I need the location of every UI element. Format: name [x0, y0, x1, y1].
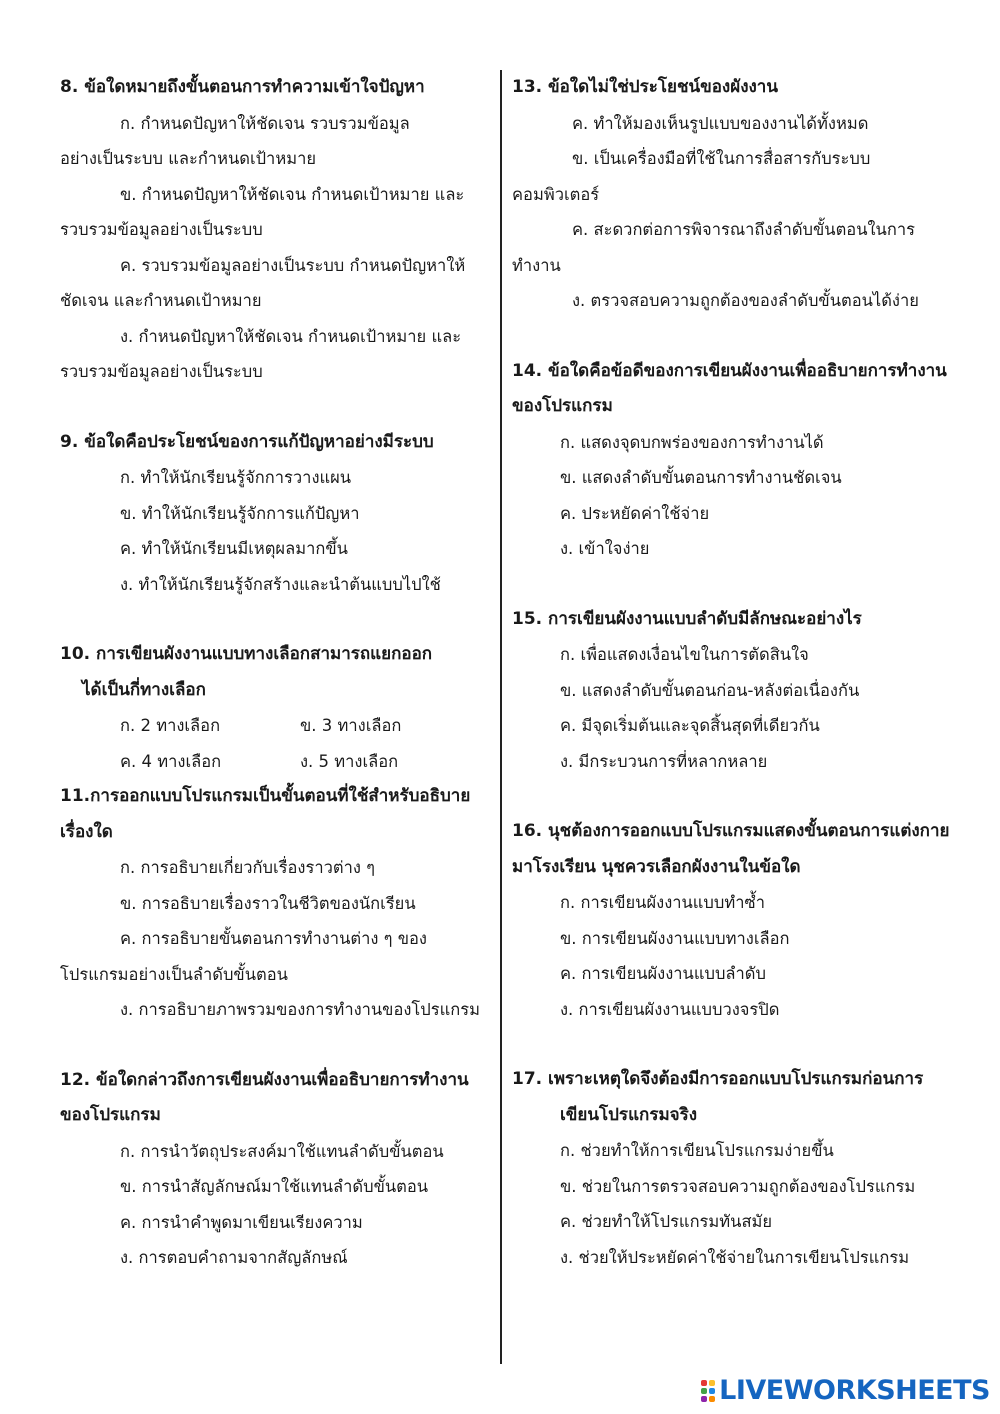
question-10-title-line1: 10. การเขียนผังงานแบบทางเลือกสามารถแยกออก [60, 644, 433, 664]
q13-option-a[interactable]: ค. ทำให้มองเห็นรูปแบบของงานได้ทั้งหมด [572, 113, 869, 133]
q8-option-d[interactable]: ง. กำหนดปัญหาให้ชัดเจน กำหนดเป้าหมาย และ [120, 326, 462, 346]
q15-option-b[interactable]: ข. แสดงลำดับขั้นตอนก่อน-หลังต่อเนื่องกัน [560, 680, 860, 700]
q11-option-c[interactable]: ค. การอธิบายขั้นตอนการทำงานต่าง ๆ ของ [120, 929, 427, 948]
q12-option-a[interactable]: ก. การนำวัตถุประสงค์มาใช้แทนลำดับขั้นตอน [120, 1141, 444, 1161]
question-10-title-line2: ได้เป็นกี่ทางเลือก [82, 679, 206, 700]
question-15-title: 15. การเขียนผังงานแบบลำดับมีลักษณะอย่างไร [512, 608, 862, 629]
liveworksheets-logo-icon [701, 1380, 715, 1402]
question-11-title-cont: เรื่องใด [60, 821, 113, 842]
q11-option-c-cont: โปรแกรมอย่างเป็นลำดับขั้นตอน [60, 964, 288, 984]
question-12-title-cont: ของโปรแกรม [60, 1105, 161, 1125]
question-17-title-line1: 17. เพราะเหตุใดจึงต้องมีการออกแบบโปรแกรมก่อนการ [512, 1069, 924, 1089]
q17-option-c[interactable]: ค. ช่วยทำให้โปรแกรมทันสมัย [560, 1212, 773, 1231]
q10-option-b[interactable]: ข. 3 ทางเลือก [300, 716, 402, 735]
liveworksheets-brand-text: LIVEWORKSHEETS [719, 1375, 990, 1406]
question-17-title-line2: เขียนโปรแกรมจริง [560, 1104, 698, 1125]
q16-option-b[interactable]: ข. การเขียนผังงานแบบทางเลือก [560, 928, 790, 948]
question-14-title-cont: ของโปรแกรม [512, 396, 613, 416]
q14-option-d[interactable]: ง. เข้าใจง่าย [560, 539, 650, 558]
question-11-title: 11.การออกแบบโปรแกรมเป็นขั้นตอนที่ใช้สำหรับอธิบาย [60, 786, 471, 806]
q16-option-d[interactable]: ง. การเขียนผังงานแบบวงจรปิด [560, 999, 780, 1019]
q8-option-a-cont: อย่างเป็นระบบ และกำหนดเป้าหมาย [60, 149, 317, 168]
q12-option-b[interactable]: ข. การนำสัญลักษณ์มาใช้แทนลำดับขั้นตอน [120, 1177, 429, 1196]
question-10-title [60, 637, 480, 708]
q12-option-c[interactable]: ค. การนำคำพูดมาเขียนเรียงความ [120, 1212, 363, 1232]
q10-options-row-2 [60, 744, 480, 780]
q8-option-c[interactable]: ค. รวบรวมข้อมูลอย่างเป็นระบบ กำหนดปัญหาให้ [120, 255, 466, 275]
q11-option-a[interactable]: ก. การอธิบายเกี่ยวกับเรื่องราวต่าง ๆ [120, 858, 376, 877]
q8-option-b[interactable]: ข. กำหนดปัญหาให้ชัดเจน กำหนดเป้าหมาย และ [120, 184, 465, 204]
q11-option-b[interactable]: ข. การอธิบายเรื่องราวในชีวิตของนักเรียน [120, 893, 416, 913]
q15-option-c[interactable]: ค. มีจุดเริ่มต้นและจุดสิ้นสุดที่เดียวกัน [560, 716, 820, 735]
q9-option-b[interactable]: ข. ทำให้นักเรียนรู้จักการแก้ปัญหา [120, 503, 360, 523]
q10-options-row-1 [60, 708, 480, 744]
q14-option-b[interactable]: ข. แสดงลำดับขั้นตอนการทำงานชัดเจน [560, 468, 842, 487]
q10-option-a[interactable]: ก. 2 ทางเลือก [120, 716, 221, 735]
question-17-title [512, 1062, 957, 1133]
liveworksheets-logo[interactable] [701, 1375, 990, 1406]
q15-option-d[interactable]: ง. มีกระบวนการที่หลากหลาย [560, 751, 768, 771]
q17-option-d[interactable]: ง. ช่วยให้ประหยัดค่าใช้จ่ายในการเขียนโปรแกรม [560, 1247, 910, 1267]
q8-option-a[interactable]: ก. กำหนดปัญหาให้ชัดเจน รวบรวมข้อมูล [120, 113, 410, 133]
q11-option-d[interactable]: ง. การอธิบายภาพรวมของการทำงานของโปรแกรม [120, 1000, 480, 1019]
q13-option-c[interactable]: ค. สะดวกต่อการพิจารณาถึงลำดับขั้นตอนในการ [572, 220, 915, 239]
q8-option-d-cont: รวบรวมข้อมูลอย่างเป็นระบบ [60, 362, 263, 381]
q12-option-d[interactable]: ง. การตอบคำถามจากสัญลักษณ์ [120, 1248, 348, 1267]
question-8-title: 8. ข้อใดหมายถึงขั้นตอนการทำความเข้าใจปัญหา [60, 77, 425, 97]
q10-option-d[interactable]: ง. 5 ทางเลือก [300, 751, 399, 771]
q15-option-a[interactable]: ก. เพื่อแสดงเงื่อนไขในการตัดสินใจ [560, 645, 809, 664]
q9-option-a[interactable]: ก. ทำให้นักเรียนรู้จักการวางแผน [120, 468, 352, 487]
right-column [512, 70, 957, 1275]
question-9-title: 9. ข้อใดคือประโยชน์ของการแก้ปัญหาอย่างมีระบบ [60, 431, 434, 452]
column-divider [500, 70, 502, 1364]
q9-option-c[interactable]: ค. ทำให้นักเรียนมีเหตุผลมากขึ้น [120, 539, 348, 558]
q8-option-c-cont: ชัดเจน และกำหนดเป้าหมาย [60, 291, 262, 310]
q8-option-b-cont: รวบรวมข้อมูลอย่างเป็นระบบ [60, 220, 263, 239]
q13-option-b-cont: คอมพิวเตอร์ [512, 184, 600, 204]
q13-option-b[interactable]: ข. เป็นเครื่องมือที่ใช้ในการสื่อสารกับระบบ [572, 149, 871, 168]
q14-option-a[interactable]: ก. แสดงจุดบกพร่องของการทำงานได้ [560, 432, 824, 452]
q16-option-a[interactable]: ก. การเขียนผังงานแบบทำซ้ำ [560, 893, 765, 912]
q14-option-c[interactable]: ค. ประหยัดค่าใช้จ่าย [560, 503, 710, 523]
left-column [60, 70, 480, 1276]
question-16-title: 16. นุชต้องการออกแบบโปรแกรมแสดงขั้นตอนการแต่งกาย [512, 821, 950, 841]
q17-option-b[interactable]: ข. ช่วยในการตรวจสอบความถูกต้องของโปรแกรม [560, 1176, 916, 1196]
question-12-title: 12. ข้อใดกล่าวถึงการเขียนผังงานเพื่ออธิบายการทำงาน [60, 1069, 469, 1090]
q10-option-c[interactable]: ค. 4 ทางเลือก [120, 751, 222, 771]
q13-option-c-cont: ทำงาน [512, 255, 561, 275]
q9-option-d[interactable]: ง. ทำให้นักเรียนรู้จักสร้างและนำต้นแบบไปใช้ [120, 574, 441, 594]
question-16-title-cont: มาโรงเรียน นุชควรเลือกผังงานในข้อใด [512, 856, 801, 877]
q13-option-d[interactable]: ง. ตรวจสอบความถูกต้องของลำดับขั้นตอนได้ง่าย [572, 291, 919, 310]
question-13-title: 13. ข้อใดไม่ใช่ประโยชน์ของผังงาน [512, 77, 778, 97]
q16-option-c[interactable]: ค. การเขียนผังงานแบบลำดับ [560, 964, 766, 983]
question-14-title: 14. ข้อใดคือข้อดีของการเขียนผังงานเพื่ออธิบายการทำงาน [512, 360, 947, 381]
q17-option-a[interactable]: ก. ช่วยทำให้การเขียนโปรแกรมง่ายขึ้น [560, 1141, 834, 1160]
